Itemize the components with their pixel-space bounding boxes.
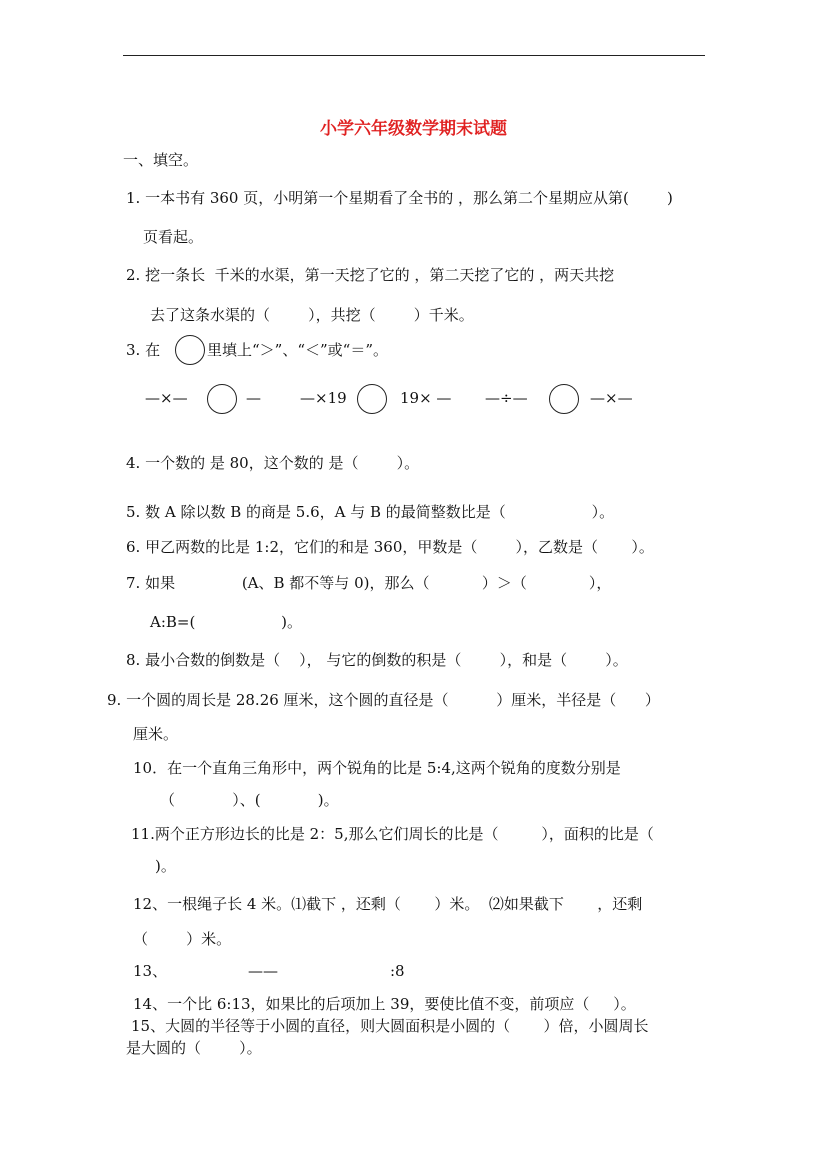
comparison-circle	[207, 384, 237, 414]
question-15-line-1: 15、大圆的半径等于小圆的直径，则大圆面积是小圆的（ ）倍，小圆周长	[131, 1017, 649, 1035]
question-7-line-2: A:B=( )。	[150, 613, 303, 631]
question-12-line-2: （ ）米。	[133, 930, 232, 948]
question-12-line-1: 12、一根绳子长 4 米。⑴截下 ，还剩（ ）米。 ⑵如果截下 ，还剩	[133, 895, 643, 913]
question-13-fraction-bar: ——	[248, 962, 278, 980]
question-13-label: 13、	[133, 962, 168, 980]
question-3-instruction: 里填上“＞”、“＜”或“＝”。	[207, 341, 389, 359]
question-7-line-1: 7. 如果 (A、B 都不等与 0)，那么（ ）＞（ ），	[126, 574, 612, 592]
question-9-line-1: 9. 一个圆的周长是 28.26 厘米，这个圆的直径是（ ）厘米，半径是（ ）	[107, 691, 660, 709]
q3-expression-2-left: —×19	[300, 389, 347, 407]
question-3-prefix: 3. 在	[126, 341, 161, 359]
question-1-line-1: 1. 一本书有 360 页，小明第一个星期看了全书的 ，那么第二个星期应从第( )	[126, 189, 673, 207]
q3-expression-3-right: —×—	[590, 389, 633, 407]
question-5: 5. 数 A 除以数 B 的商是 5.6，A 与 B 的最简整数比是（ ）。	[126, 503, 615, 521]
page-title: 小学六年级数学期末试题	[320, 119, 507, 139]
q3-expression-3-left: —÷—	[485, 389, 528, 407]
q3-expression-1-right: —	[246, 389, 261, 407]
comparison-circle	[357, 384, 387, 414]
question-10-line-2: （ ）、( )。	[160, 791, 339, 809]
section-heading: 一、填空。	[123, 151, 199, 169]
question-4: 4. 一个数的 是 80，这个数的 是（ ）。	[126, 454, 420, 472]
question-15-line-2: 是大圆的（ ）。	[126, 1039, 262, 1057]
question-6: 6. 甲乙两数的比是 1:2，它们的和是 360，甲数是（ ），乙数是（ ）。	[126, 538, 654, 556]
question-2-line-1: 2. 挖一条长 千米的水渠，第一天挖了它的 ，第二天挖了它的 ，两天共挖	[126, 266, 615, 284]
comparison-circle	[175, 335, 205, 365]
question-11-line-1: 11.两个正方形边长的比是 2：5,那么它们周长的比是（ ），面积的比是（	[131, 825, 654, 843]
question-14: 14、一个比 6:13，如果比的后项加上 39，要使比值不变，前项应（ ）。	[133, 995, 636, 1013]
question-10-line-1: 10．在一个直角三角形中，两个锐角的比是 5:4,这两个锐角的度数分别是	[133, 759, 621, 777]
question-9-line-2: 厘米。	[133, 725, 179, 743]
question-11-line-2: )。	[155, 857, 176, 875]
question-2-line-2: 去了这条水渠的（ ），共挖（ ）千米。	[150, 306, 474, 324]
question-13-ratio: :8	[390, 962, 405, 980]
question-8: 8. 最小合数的倒数是（ ）， 与它的倒数的积是（ ），和是（ ）。	[126, 651, 628, 669]
question-1-line-2: 页看起。	[143, 228, 204, 246]
q3-expression-1-left: —×—	[145, 389, 188, 407]
q3-expression-2-right: 19× —	[400, 389, 452, 407]
comparison-circle	[549, 384, 579, 414]
header-rule	[123, 55, 705, 56]
